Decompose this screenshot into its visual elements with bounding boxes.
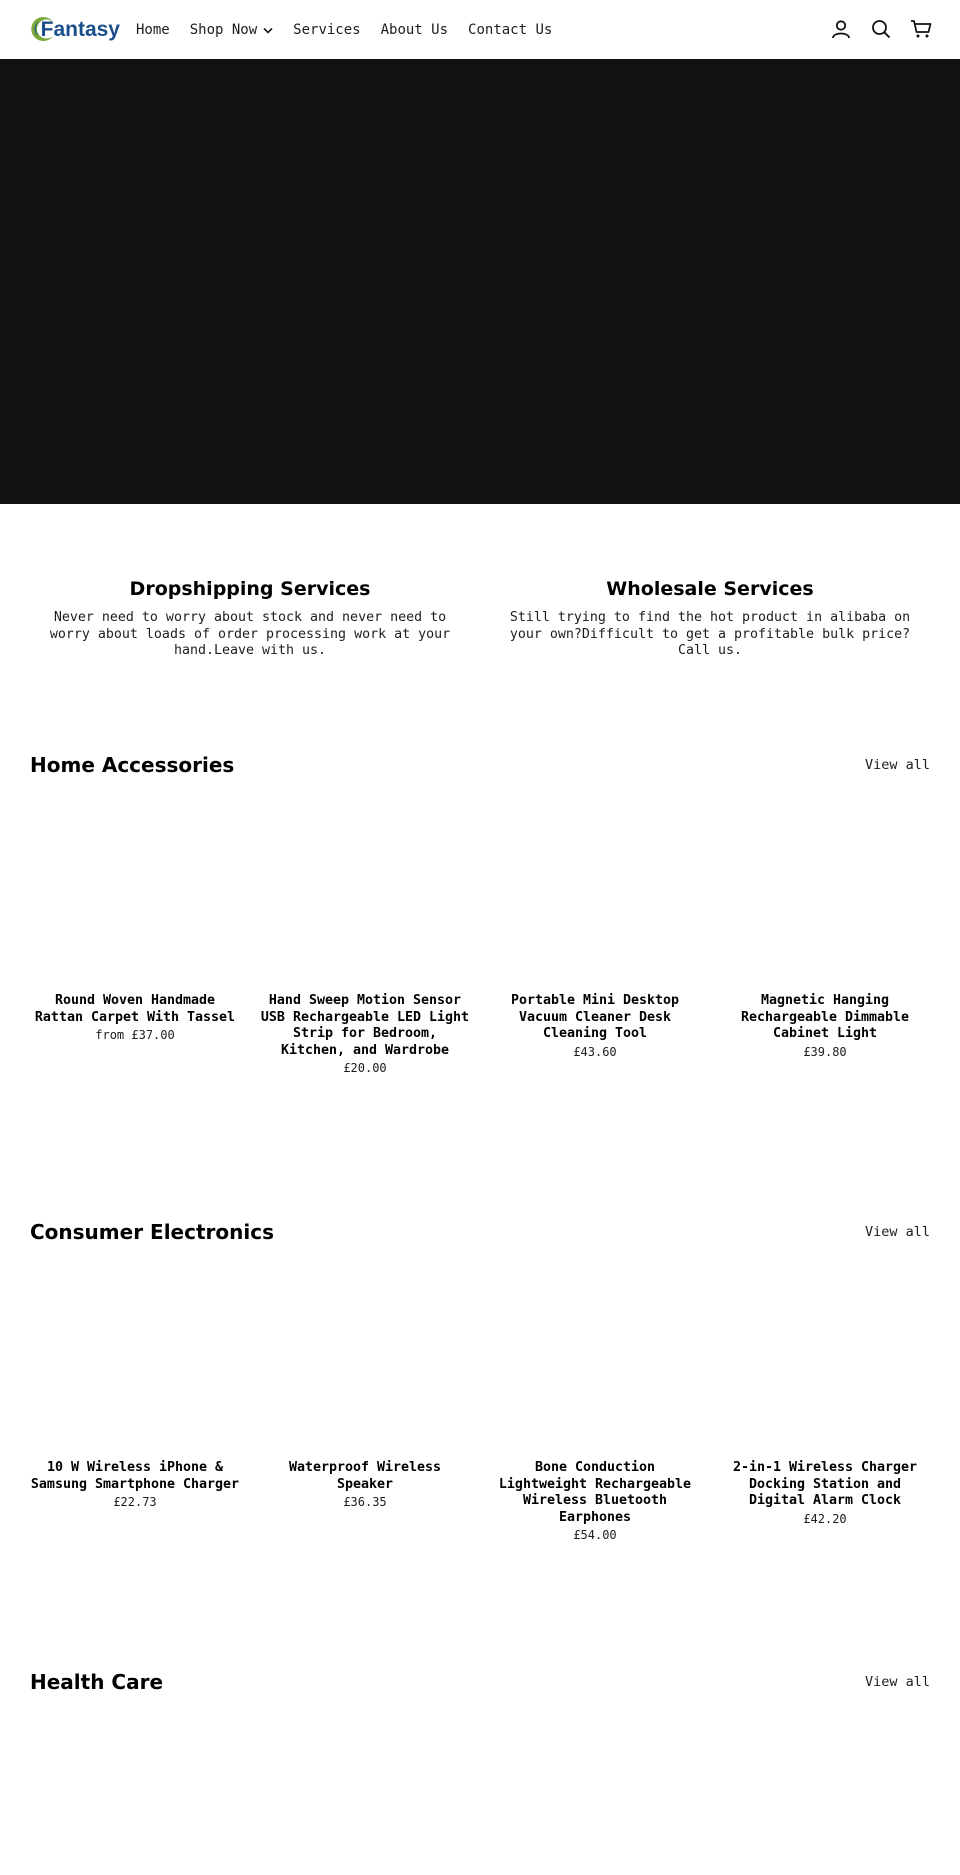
collection-title: Consumer Electronics (30, 1220, 274, 1244)
collection-header (30, 750, 930, 780)
nav-home-label: Home (136, 21, 170, 38)
collection-header (30, 1217, 930, 1247)
logo[interactable] (30, 8, 120, 50)
product-card[interactable] (30, 993, 240, 1077)
product-card[interactable] (720, 1460, 930, 1544)
nav-services[interactable] (293, 22, 360, 38)
product-price: £54.00 (573, 1528, 617, 1542)
product-title: Round Woven Handmade Rattan Carpet With Tassel (34, 993, 236, 1025)
nav-contact-us[interactable] (468, 22, 552, 38)
collection-consumer-electronics (30, 1217, 930, 1544)
header-icons (830, 18, 932, 40)
product-title: Waterproof Wireless Speaker (288, 1460, 442, 1492)
view-all-link[interactable]: View all (864, 757, 930, 773)
product-price: £42.20 (803, 1511, 847, 1526)
product-price: £20.00 (343, 1061, 387, 1075)
collection-home-accessories (30, 750, 930, 1077)
service-dropshipping (30, 578, 470, 660)
site-header (0, 0, 960, 59)
service-title: Dropshipping Services (129, 578, 371, 600)
view-all-link[interactable]: View all (864, 1224, 930, 1240)
product-title: Magnetic Hanging Rechargeable Dimmable Cabinet Light (740, 993, 910, 1041)
services-section (30, 578, 930, 660)
product-title: Bone Conduction Lightweight Rechargeable Wireless Bluetooth Earphones (498, 1460, 692, 1525)
product-grid (30, 993, 930, 1077)
account-icon[interactable] (830, 18, 852, 40)
product-price: £22.73 (113, 1495, 157, 1509)
collection-health-care (30, 1667, 930, 1697)
product-title: Portable Mini Desktop Vacuum Cleaner Desk Cleaning Tool (510, 993, 680, 1041)
product-card[interactable] (260, 1460, 470, 1544)
view-all-link[interactable]: View all (864, 1674, 930, 1690)
product-price: from £37.00 (95, 1028, 175, 1042)
product-card[interactable] (30, 1460, 240, 1544)
nav-shop-now-label: Shop Now (189, 21, 258, 38)
product-card[interactable] (490, 993, 700, 1077)
service-title: Wholesale Services (606, 578, 814, 600)
product-grid (30, 1460, 930, 1544)
nav-services-label: Services (293, 21, 361, 38)
nav-contact-us-label: Contact Us (468, 21, 553, 38)
product-title: 10 W Wireless iPhone & Samsung Smartphone Charger (30, 1460, 240, 1492)
logo-text: Fantasy (40, 17, 120, 41)
nav-shop-now[interactable] (190, 22, 273, 38)
collection-title: Health Care (30, 1670, 164, 1694)
service-text: Never need to worry about stock and never need to worry about loads of order processing work at your hand.Leave with us. (49, 610, 451, 658)
chevron-down-icon (263, 22, 273, 38)
collection-title: Home Accessories (30, 753, 235, 777)
nav-about-us[interactable] (381, 22, 448, 38)
service-text: Still trying to find the hot product in alibaba on your own?Difficult to get a profitable bulk price? Call us. (509, 610, 911, 658)
nav-home[interactable] (136, 22, 170, 38)
nav-about-us-label: About Us (380, 21, 449, 38)
product-card[interactable] (720, 993, 930, 1077)
product-price: £39.80 (803, 1044, 847, 1059)
product-card[interactable] (260, 993, 470, 1077)
search-icon[interactable] (870, 18, 892, 40)
service-wholesale (490, 578, 930, 660)
product-price: £43.60 (573, 1044, 617, 1059)
collection-header (30, 1667, 930, 1697)
cart-icon[interactable] (910, 18, 932, 40)
product-title: 2-in-1 Wireless Charger Docking Station and Digital Alarm Clock (732, 1460, 918, 1508)
product-title: Hand Sweep Motion Sensor USB Rechargeable LED Light Strip for Bedroom, Kitchen, and Wardrobe (260, 993, 470, 1058)
product-card[interactable] (490, 1460, 700, 1544)
main-nav (136, 22, 572, 38)
hero-banner (0, 59, 960, 504)
product-price: £36.35 (343, 1495, 387, 1509)
